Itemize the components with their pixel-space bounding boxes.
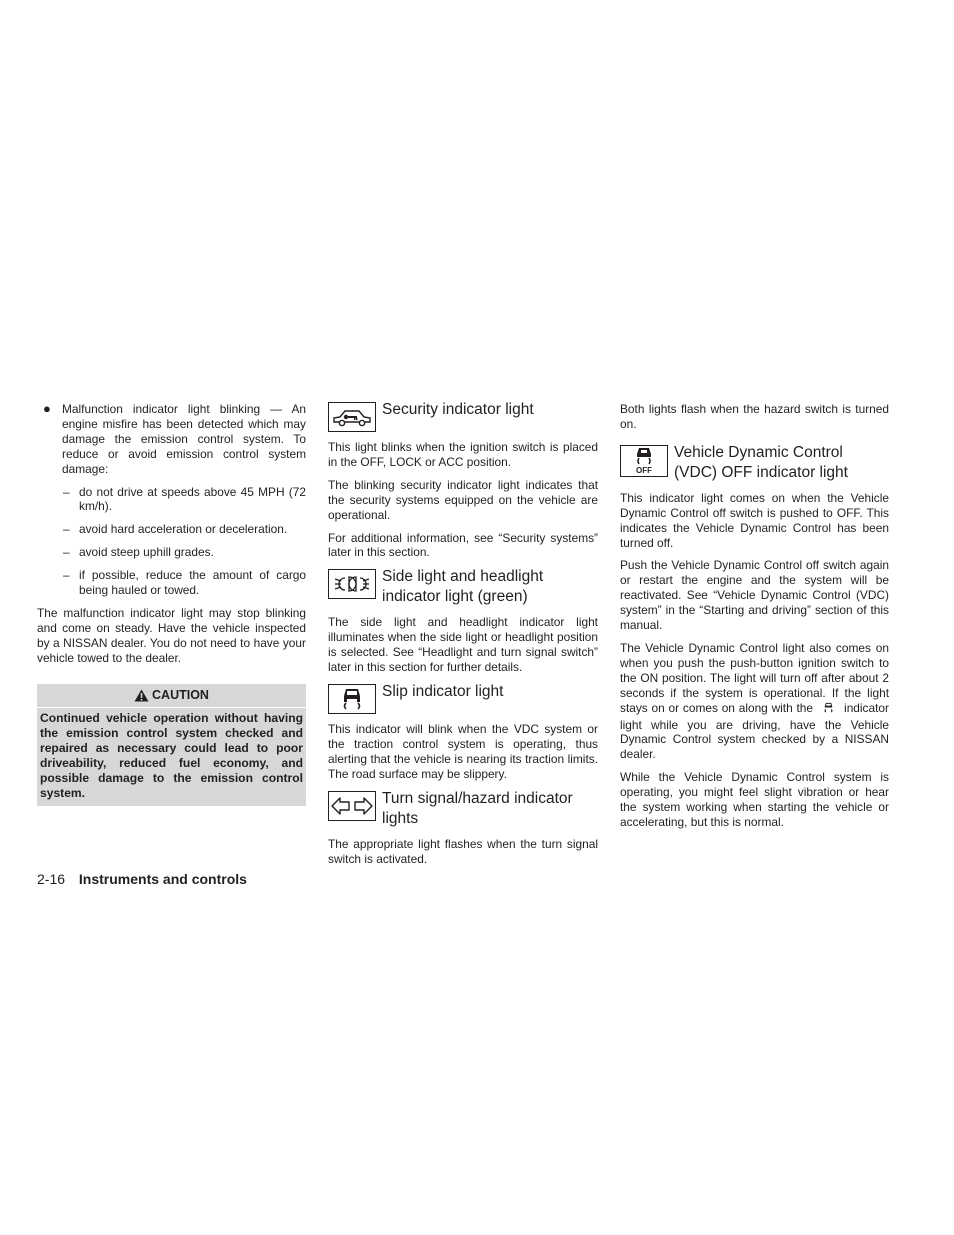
page-number: 2-16 — [37, 871, 66, 887]
security-car-icon — [328, 402, 376, 432]
dash-item: – avoid hard acceleration or deceleration. — [63, 522, 288, 537]
paragraph: The blinking security indicator light indicates that the security systems equipped on the vehicle are operational. — [328, 477, 598, 522]
column-left — [37, 402, 306, 806]
paragraph: Both lights flash when the hazard switch is turned on. — [620, 402, 889, 431]
turn-signal-arrows-icon — [328, 791, 376, 821]
section-heading-slip — [328, 684, 598, 714]
dash-item: – avoid steep uphill grades. — [63, 545, 214, 560]
paragraph: The side light and headlight indicator light illuminates when the side light or headlight position is selected. See “Headlight and turn signal switch” later in this section for further details. — [328, 615, 598, 675]
heading-text: Security indicator light — [382, 401, 534, 418]
paragraph: This indicator light comes on when the Vehicle Dynamic Control off switch is pushed to OFF. This indicates the Vehicle Dynamic Control has been turned off. — [620, 490, 889, 550]
paragraph: The malfunction indicator light may stop blinking and come on steady. Have the vehicle inspected by a NISSAN dealer. You do not need to have your vehicle towed to the dealer. — [37, 605, 306, 665]
warning-triangle-icon — [134, 689, 149, 702]
caution-text: Continued vehicle operation without having the emission control system checked and repaired as necessary could lead to poor driveability, reduced fuel economy, and possible damage to the emission control system. — [40, 710, 303, 800]
headlight-icon — [328, 569, 376, 599]
caution-box — [37, 684, 306, 806]
section-title: Instruments and controls — [78, 871, 247, 887]
slip-inline-icon — [823, 701, 834, 718]
paragraph: This indicator will blink when the VDC system or the traction control system is operating, thus alerting that the vehicle is nearing its traction limits. The road surface may be slippery. — [328, 721, 598, 781]
vdc-off-icon — [620, 445, 668, 477]
section-heading-turn — [328, 791, 598, 829]
dash-item: – do not drive at speeds above 45 MPH (72 km/h). — [63, 484, 306, 514]
paragraph: Push the Vehicle Dynamic Control off switch again or restart the engine and the system will be reactivated. See “Vehicle Dynamic Control (VDC) system” in the “Starting and driving” section of this manual. — [620, 558, 889, 633]
paragraph: For additional information, see “Security systems” later in this section. — [328, 530, 598, 560]
paragraph-part: indicator light while you are driving, have the Vehicle Dynamic Control system checked by a NISSAN dealer. — [620, 700, 889, 762]
heading-text: Vehicle Dynamic Control (VDC) OFF indicator light — [674, 443, 848, 481]
heading-text: Slip indicator light — [382, 682, 504, 700]
caution-header — [37, 684, 306, 708]
bullet-dot: ● — [43, 401, 51, 416]
paragraph-part: The Vehicle Dynamic Control light also comes on when you push the push-button ignition switch to the ON position. The light will turn off after about 2 seconds if the system is operational. If the light stays on or comes on along with the — [620, 640, 889, 715]
paragraph: The appropriate light flashes when the turn signal switch is activated. — [328, 836, 598, 866]
paragraph — [620, 641, 889, 762]
slip-car-icon — [328, 684, 376, 714]
column-right — [620, 402, 889, 830]
heading-text: Side light and headlight indicator light (green) — [382, 568, 544, 606]
bullet-text: Malfunction indicator light blinking — An engine misfire has been detected which may damage the emission control system. To reduce or avoid emission control system damage: — [62, 402, 306, 476]
column-middle — [328, 402, 598, 866]
vdc-icon-label: OFF — [636, 465, 652, 475]
section-heading-vdc — [620, 445, 889, 483]
paragraph: While the Vehicle Dynamic Control system is operating, you might feel slight vibration or hear the system working when starting the vehicle or accelerating, but this is normal. — [620, 770, 889, 829]
section-heading-security — [328, 402, 598, 432]
dash-item: – if possible, reduce the amount of cargo being hauled or towed. — [63, 568, 306, 598]
paragraph: This light blinks when the ignition switch is placed in the OFF, LOCK or ACC position. — [328, 440, 598, 469]
section-heading-sidelight — [328, 569, 598, 607]
bullet-item — [37, 402, 306, 477]
page-footer — [37, 871, 247, 887]
heading-text: Turn signal/hazard indicator lights — [382, 789, 573, 827]
caution-title: CAUTION — [152, 687, 209, 702]
